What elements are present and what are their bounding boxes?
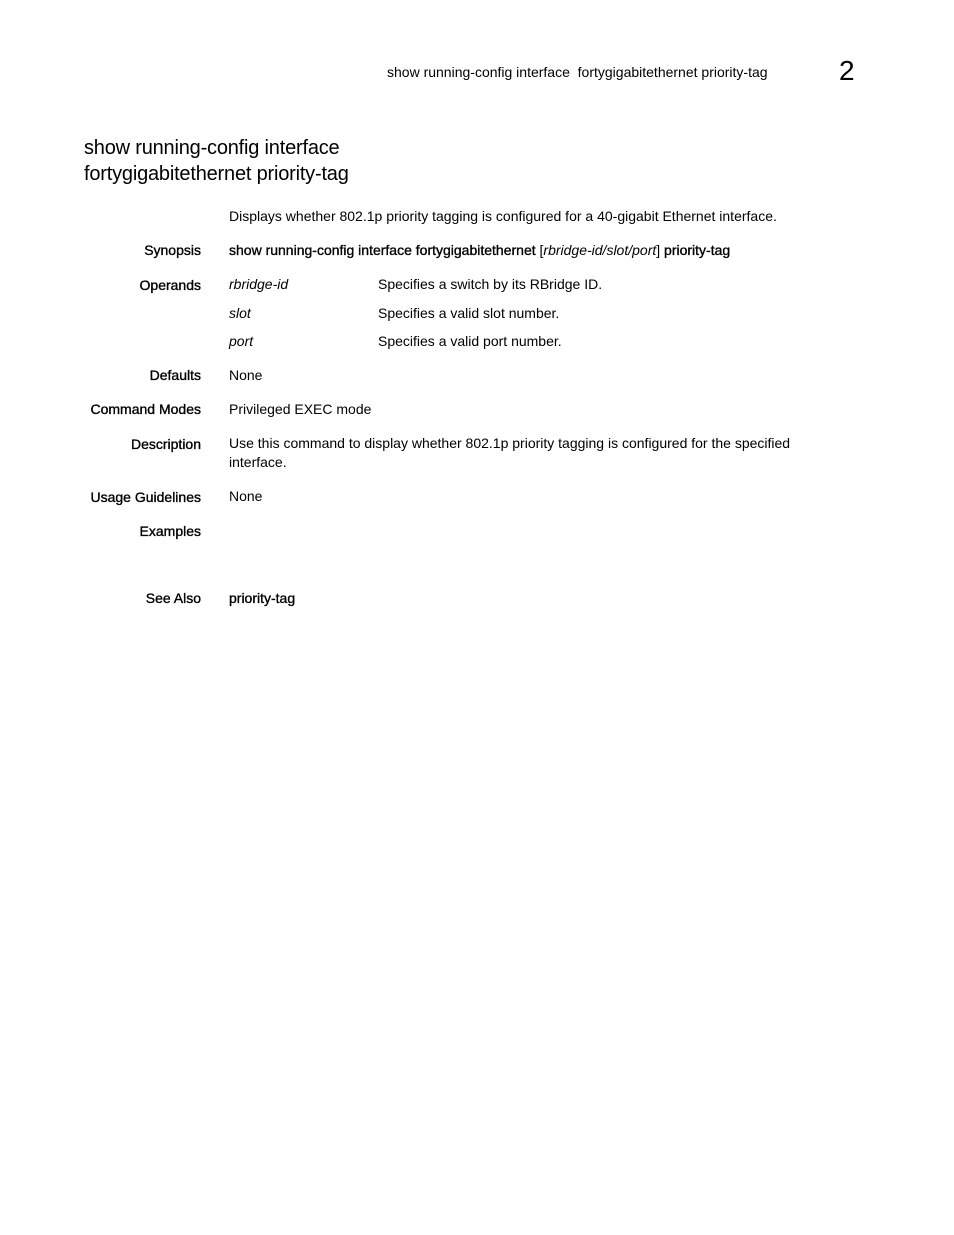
command-modes-label: Command Modes [90,401,201,417]
operand-name: slot [229,305,251,321]
operand-description: Specifies a switch by its RBridge ID. [378,276,603,292]
synopsis-label: Synopsis [144,242,201,258]
synopsis-value [229,241,839,260]
chapter-number: 2 [839,55,855,86]
examples-label: Examples [139,523,201,539]
operand-name: port [229,333,254,349]
running-header: show running-config interface fortygigabitethernet priority-tag [387,64,768,80]
see-also-label: See Also [145,590,201,606]
description-line-2: interface. [229,454,287,470]
page-title [84,135,504,187]
usage-guidelines-value: None [229,488,263,504]
operand-description: Specifies a valid port number. [378,333,562,349]
page-title-line-1: show running-config interface [84,137,340,159]
operands-label: Operands [139,277,201,293]
see-also-link[interactable]: priority-tag [229,590,296,606]
synopsis-command: show running-config interface fortygigabitethernet [229,242,536,258]
usage-guidelines-label: Usage Guidelines [90,489,201,505]
synopsis-argument: rbridge-id/slot/port [543,242,657,258]
lead-description: Displays whether 802.1p priority tagging is configured for a 40-gigabit Ethernet interface. [229,208,777,224]
defaults-value: None [229,367,263,383]
operand-description: Specifies a valid slot number. [378,305,560,321]
description-value [229,434,839,472]
page-title-line-2: fortygigabitethernet priority-tag [84,163,349,185]
defaults-label: Defaults [149,367,201,383]
synopsis-open-bracket: [ [535,242,544,258]
synopsis-close-bracket: ] [656,242,665,258]
operand-name: rbridge-id [229,276,289,292]
description-line-1: Use this command to display whether 802.1p priority tagging is configured for the specified [229,435,791,451]
description-label: Description [130,436,201,452]
command-modes-value: Privileged EXEC mode [229,401,372,417]
synopsis-keyword: priority-tag [664,242,731,258]
